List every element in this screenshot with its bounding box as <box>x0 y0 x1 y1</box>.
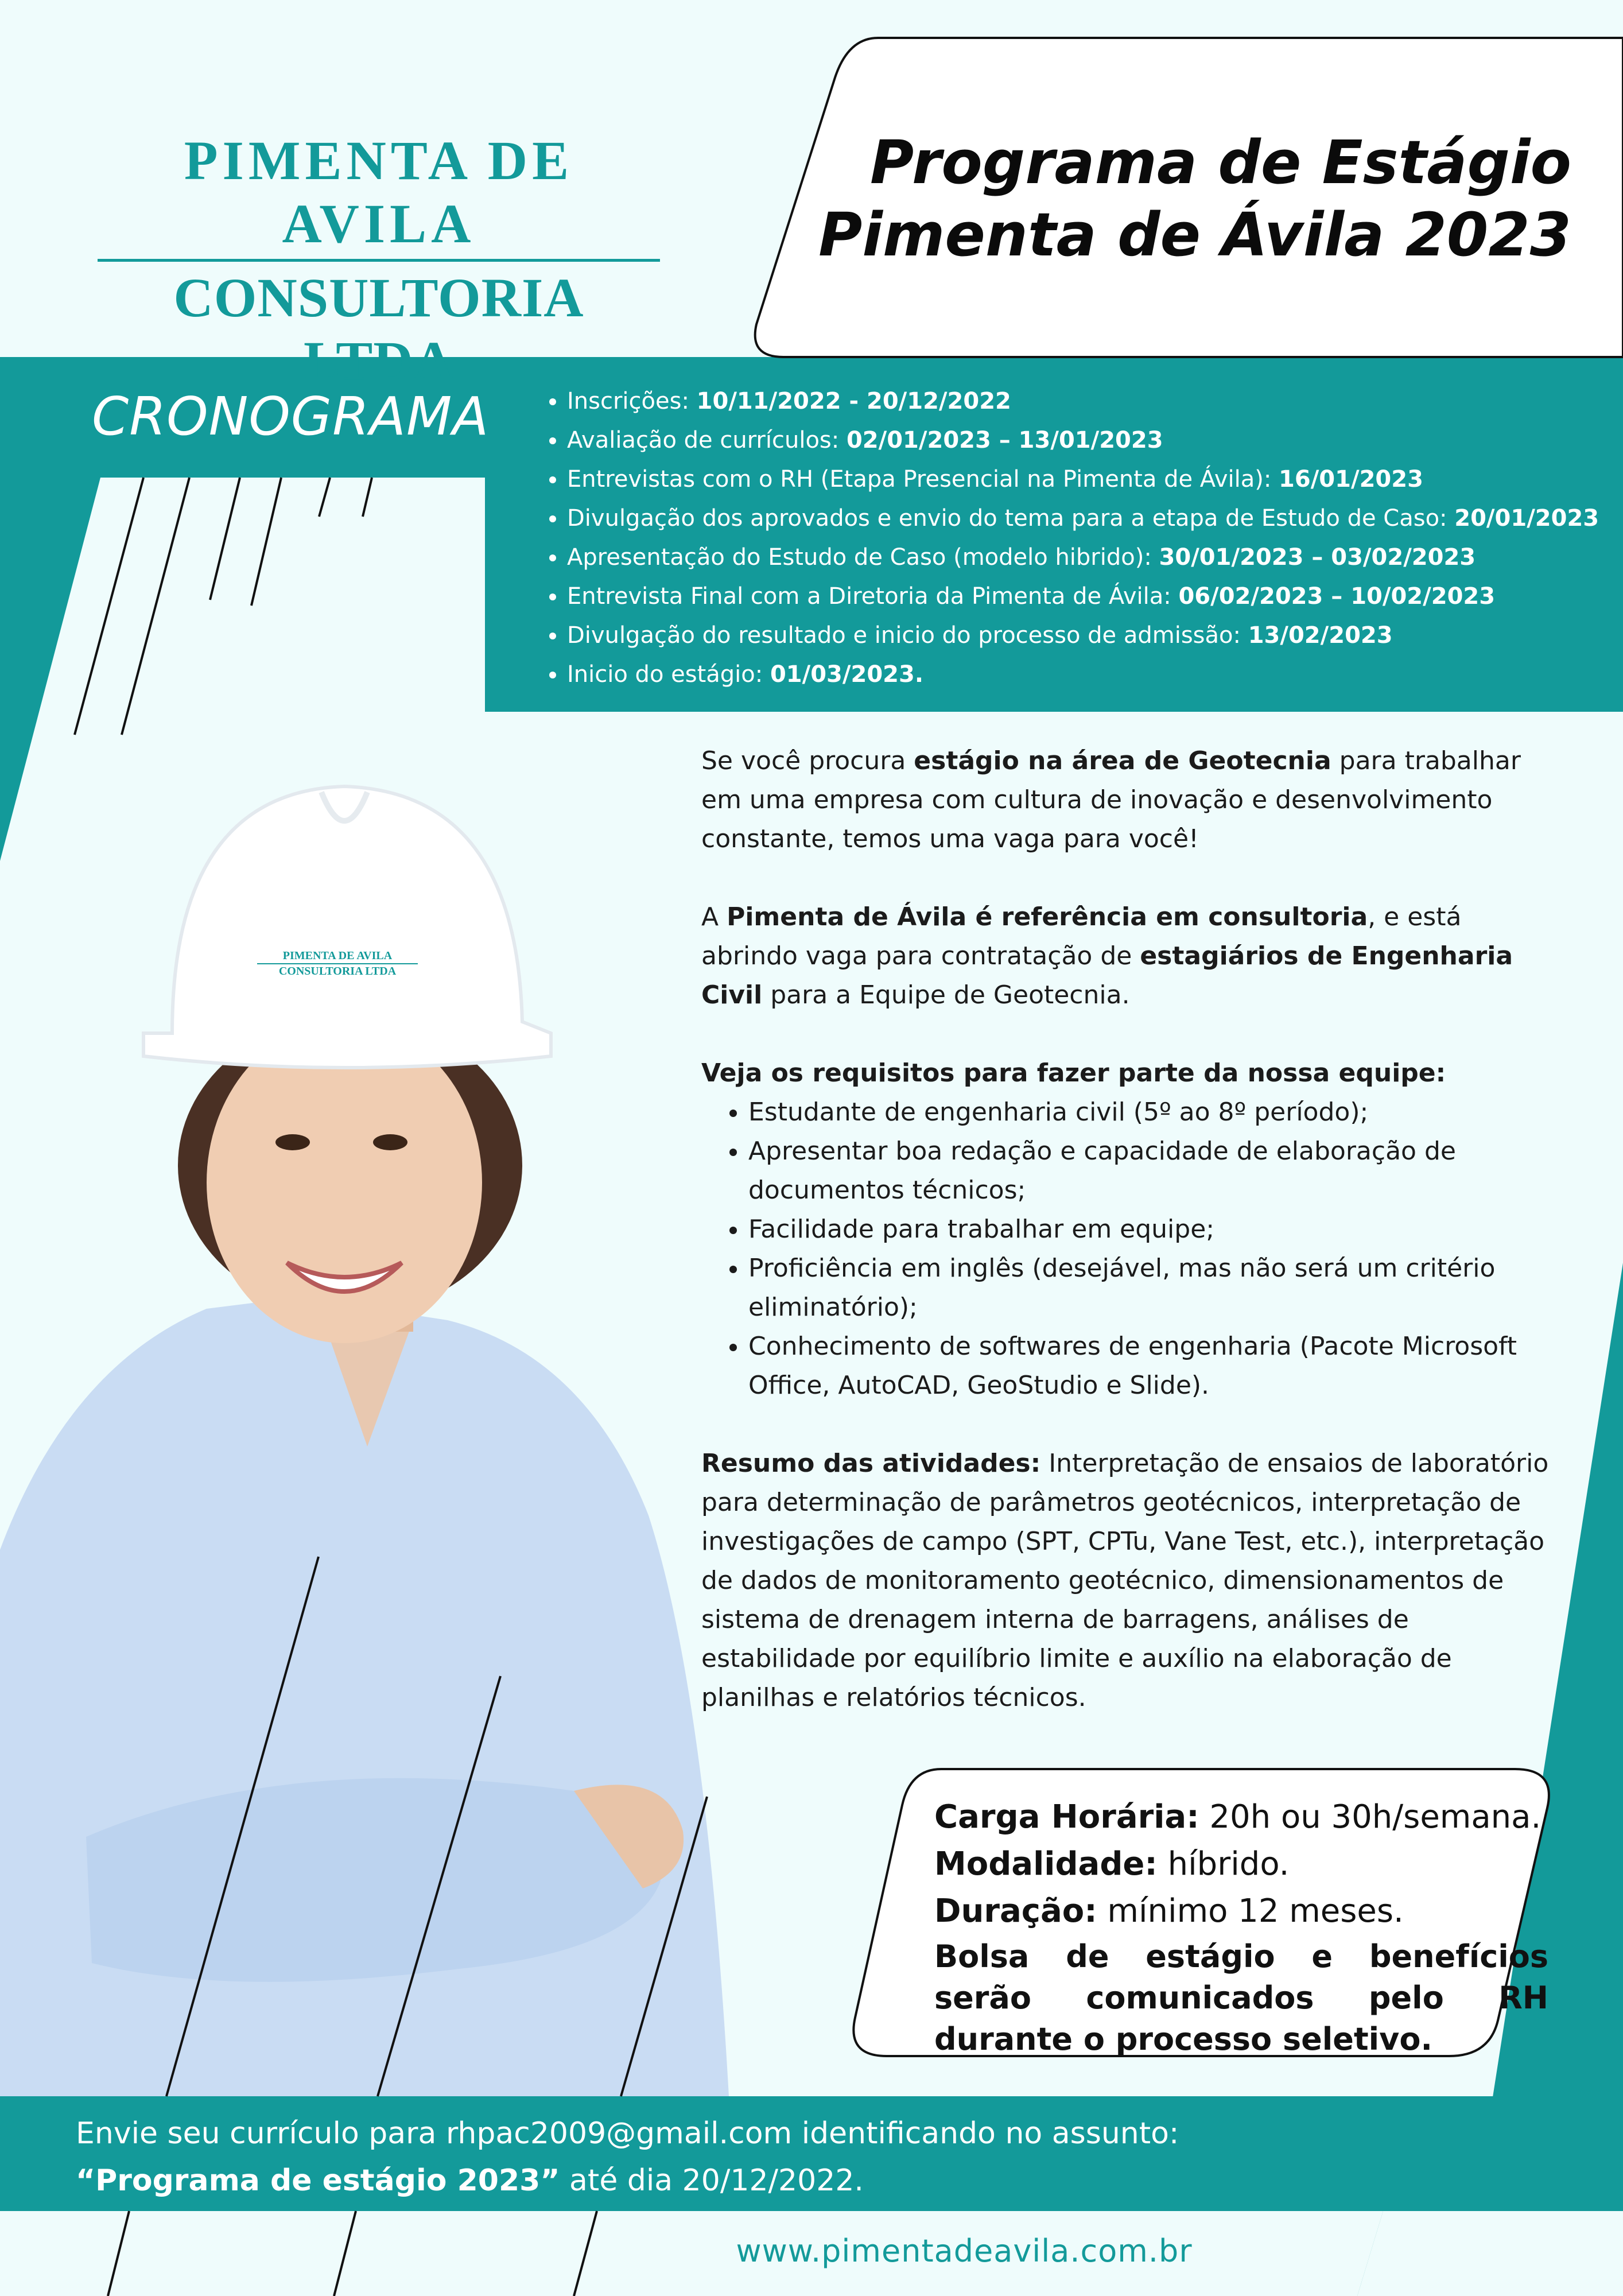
helmet-logo-line1: PIMENTA DE AVILA <box>282 949 393 962</box>
footer-deadline: até dia 20/12/2022. <box>560 2163 864 2198</box>
footer-subject: “Programa de estágio 2023” <box>76 2163 560 2198</box>
logo-line2: CONSULTORIA LTDA <box>173 267 584 391</box>
mode-line <box>934 1841 1548 1888</box>
website-link[interactable]: www.pimentadeavila.com.br <box>736 2233 1193 2269</box>
company-logo <box>98 129 660 393</box>
activities-paragraph <box>701 1444 1551 1717</box>
intro-highlight: Pimenta de Ávila é referência em consultoria <box>727 902 1368 932</box>
requirement-item: • Estudante de engenharia civil (5º ao 8º período); <box>748 1093 1551 1132</box>
person-illustration <box>0 786 729 2096</box>
requirements-heading-text: Veja os requisitos para fazer parte da nossa equipe: <box>701 1058 1446 1088</box>
intro-text: para a Equipe de Geotecnia. <box>762 980 1130 1010</box>
schedule-label: Entrevistas com o RH (Etapa Presencial na Pimenta de Ávila): <box>567 466 1279 492</box>
intro-text: para trabalhar em uma empresa com cultura de inovação e desenvolvimento constante, temos uma vaga para você! <box>701 746 1521 854</box>
helmet-logo-rule <box>257 963 418 964</box>
job-description <box>701 742 1551 1756</box>
intro-paragraph-2 <box>701 898 1551 1015</box>
requirement-item: • Facilidade para trabalhar em equipe; <box>748 1210 1551 1249</box>
requirement-item: • Apresentar boa redação e capacidade de elaboração de documentos técnicos; <box>748 1132 1551 1210</box>
duration-label: Duração: <box>934 1892 1097 1930</box>
title-line1: Programa de Estágio <box>870 127 1571 197</box>
activities-text: Interpretação de ensaios de laboratório para determinação de parâmetros geotécnicos, interpretação de investigações de campo (SPT, CPTu, Vane Test, etc.), interpretação de dados de monitoramento geotécnico, dimensionamentos de sistema de drenagem interna de barragens, análises de estabilidade por equilíbrio limite e auxílio na elaboração de planilhas e relatórios técnicos. <box>701 1449 1549 1712</box>
schedule-date: 20/01/2023 <box>1454 505 1599 532</box>
mode-label: Modalidade: <box>934 1845 1158 1883</box>
helmet-logo <box>240 949 435 978</box>
page-title <box>768 126 1571 271</box>
schedule-date: 01/03/2023. <box>770 661 924 688</box>
schedule-item <box>567 499 1623 538</box>
hours-label: Carga Horária: <box>934 1798 1199 1836</box>
logo-rule <box>98 259 660 262</box>
schedule-date: 02/01/2023 – 13/01/2023 <box>846 427 1163 453</box>
logo-line1: PIMENTA DE AVILA <box>184 130 574 254</box>
title-line2: Pimenta de Ávila 2023 <box>818 200 1571 270</box>
requirement-item: • Conhecimento de softwares de engenharia (Pacote Microsoft Office, AutoCAD, GeoStudio e Slide). <box>748 1327 1551 1405</box>
intro-highlight: estágio na área de Geotecnia <box>914 746 1331 775</box>
schedule-date: 10/11/2022 - 20/12/2022 <box>696 388 1011 414</box>
schedule-label: Inscrições: <box>567 388 697 414</box>
mode-value: híbrido. <box>1157 1845 1290 1883</box>
schedule-date: 13/02/2023 <box>1248 622 1393 649</box>
schedule-list <box>539 382 1623 694</box>
footer-line2 <box>76 2157 1396 2204</box>
intro-text: Se você procura <box>701 746 914 775</box>
info-details <box>934 1794 1548 2060</box>
schedule-label: Avaliação de currículos: <box>567 427 847 453</box>
requirements-heading <box>701 1054 1551 1093</box>
benefits-text: Bolsa de estágio e benefícios serão comunicados pelo RH durante o processo seletivo. <box>934 1938 1548 2057</box>
footer-line1: Envie seu currículo para rhpac2009@gmail.com identificando no assunto: <box>76 2116 1179 2151</box>
schedule-label: Inicio do estágio: <box>567 661 770 688</box>
activities-label: Resumo das atividades: <box>701 1449 1041 1478</box>
schedule-label: Divulgação dos aprovados e envio do tema para a etapa de Estudo de Caso: <box>567 505 1455 532</box>
schedule-item <box>567 460 1623 499</box>
schedule-item <box>567 538 1623 577</box>
duration-line <box>934 1888 1548 1935</box>
schedule-label: Entrevista Final com a Diretoria da Pimenta de Ávila: <box>567 583 1179 610</box>
hours-value: 20h ou 30h/semana. <box>1199 1798 1542 1836</box>
cronograma-heading: CRONOGRAMA <box>92 386 490 447</box>
schedule-date: 06/02/2023 – 10/02/2023 <box>1178 583 1496 610</box>
schedule-item <box>567 421 1623 460</box>
hours-line <box>934 1794 1548 1841</box>
intro-text: , e está abrindo vaga para contratação de <box>701 902 1462 971</box>
schedule-label: Divulgação do resultado e inicio do processo de admissão: <box>567 622 1248 649</box>
schedule-item <box>567 655 1623 694</box>
schedule-date: 16/01/2023 <box>1279 466 1423 492</box>
schedule-label: Apresentação do Estudo de Caso (modelo hibrido): <box>567 544 1159 571</box>
footer-contact <box>76 2110 1396 2204</box>
intro-text: A <box>701 902 727 932</box>
requirement-item: • Proficiência em inglês (desejável, mas não será um critério eliminatório); <box>748 1249 1551 1327</box>
requirements-list <box>701 1093 1551 1405</box>
intro-highlight: estagiários de Engenharia Civil <box>701 941 1513 1010</box>
duration-value: mínimo 12 meses. <box>1097 1892 1404 1930</box>
schedule-date: 30/01/2023 – 03/02/2023 <box>1159 544 1476 571</box>
intro-paragraph-1 <box>701 742 1551 859</box>
schedule-item <box>567 616 1623 655</box>
schedule-item <box>567 577 1623 616</box>
schedule-item <box>567 382 1623 421</box>
helmet-logo-line2: CONSULTORIA LTDA <box>278 965 397 978</box>
